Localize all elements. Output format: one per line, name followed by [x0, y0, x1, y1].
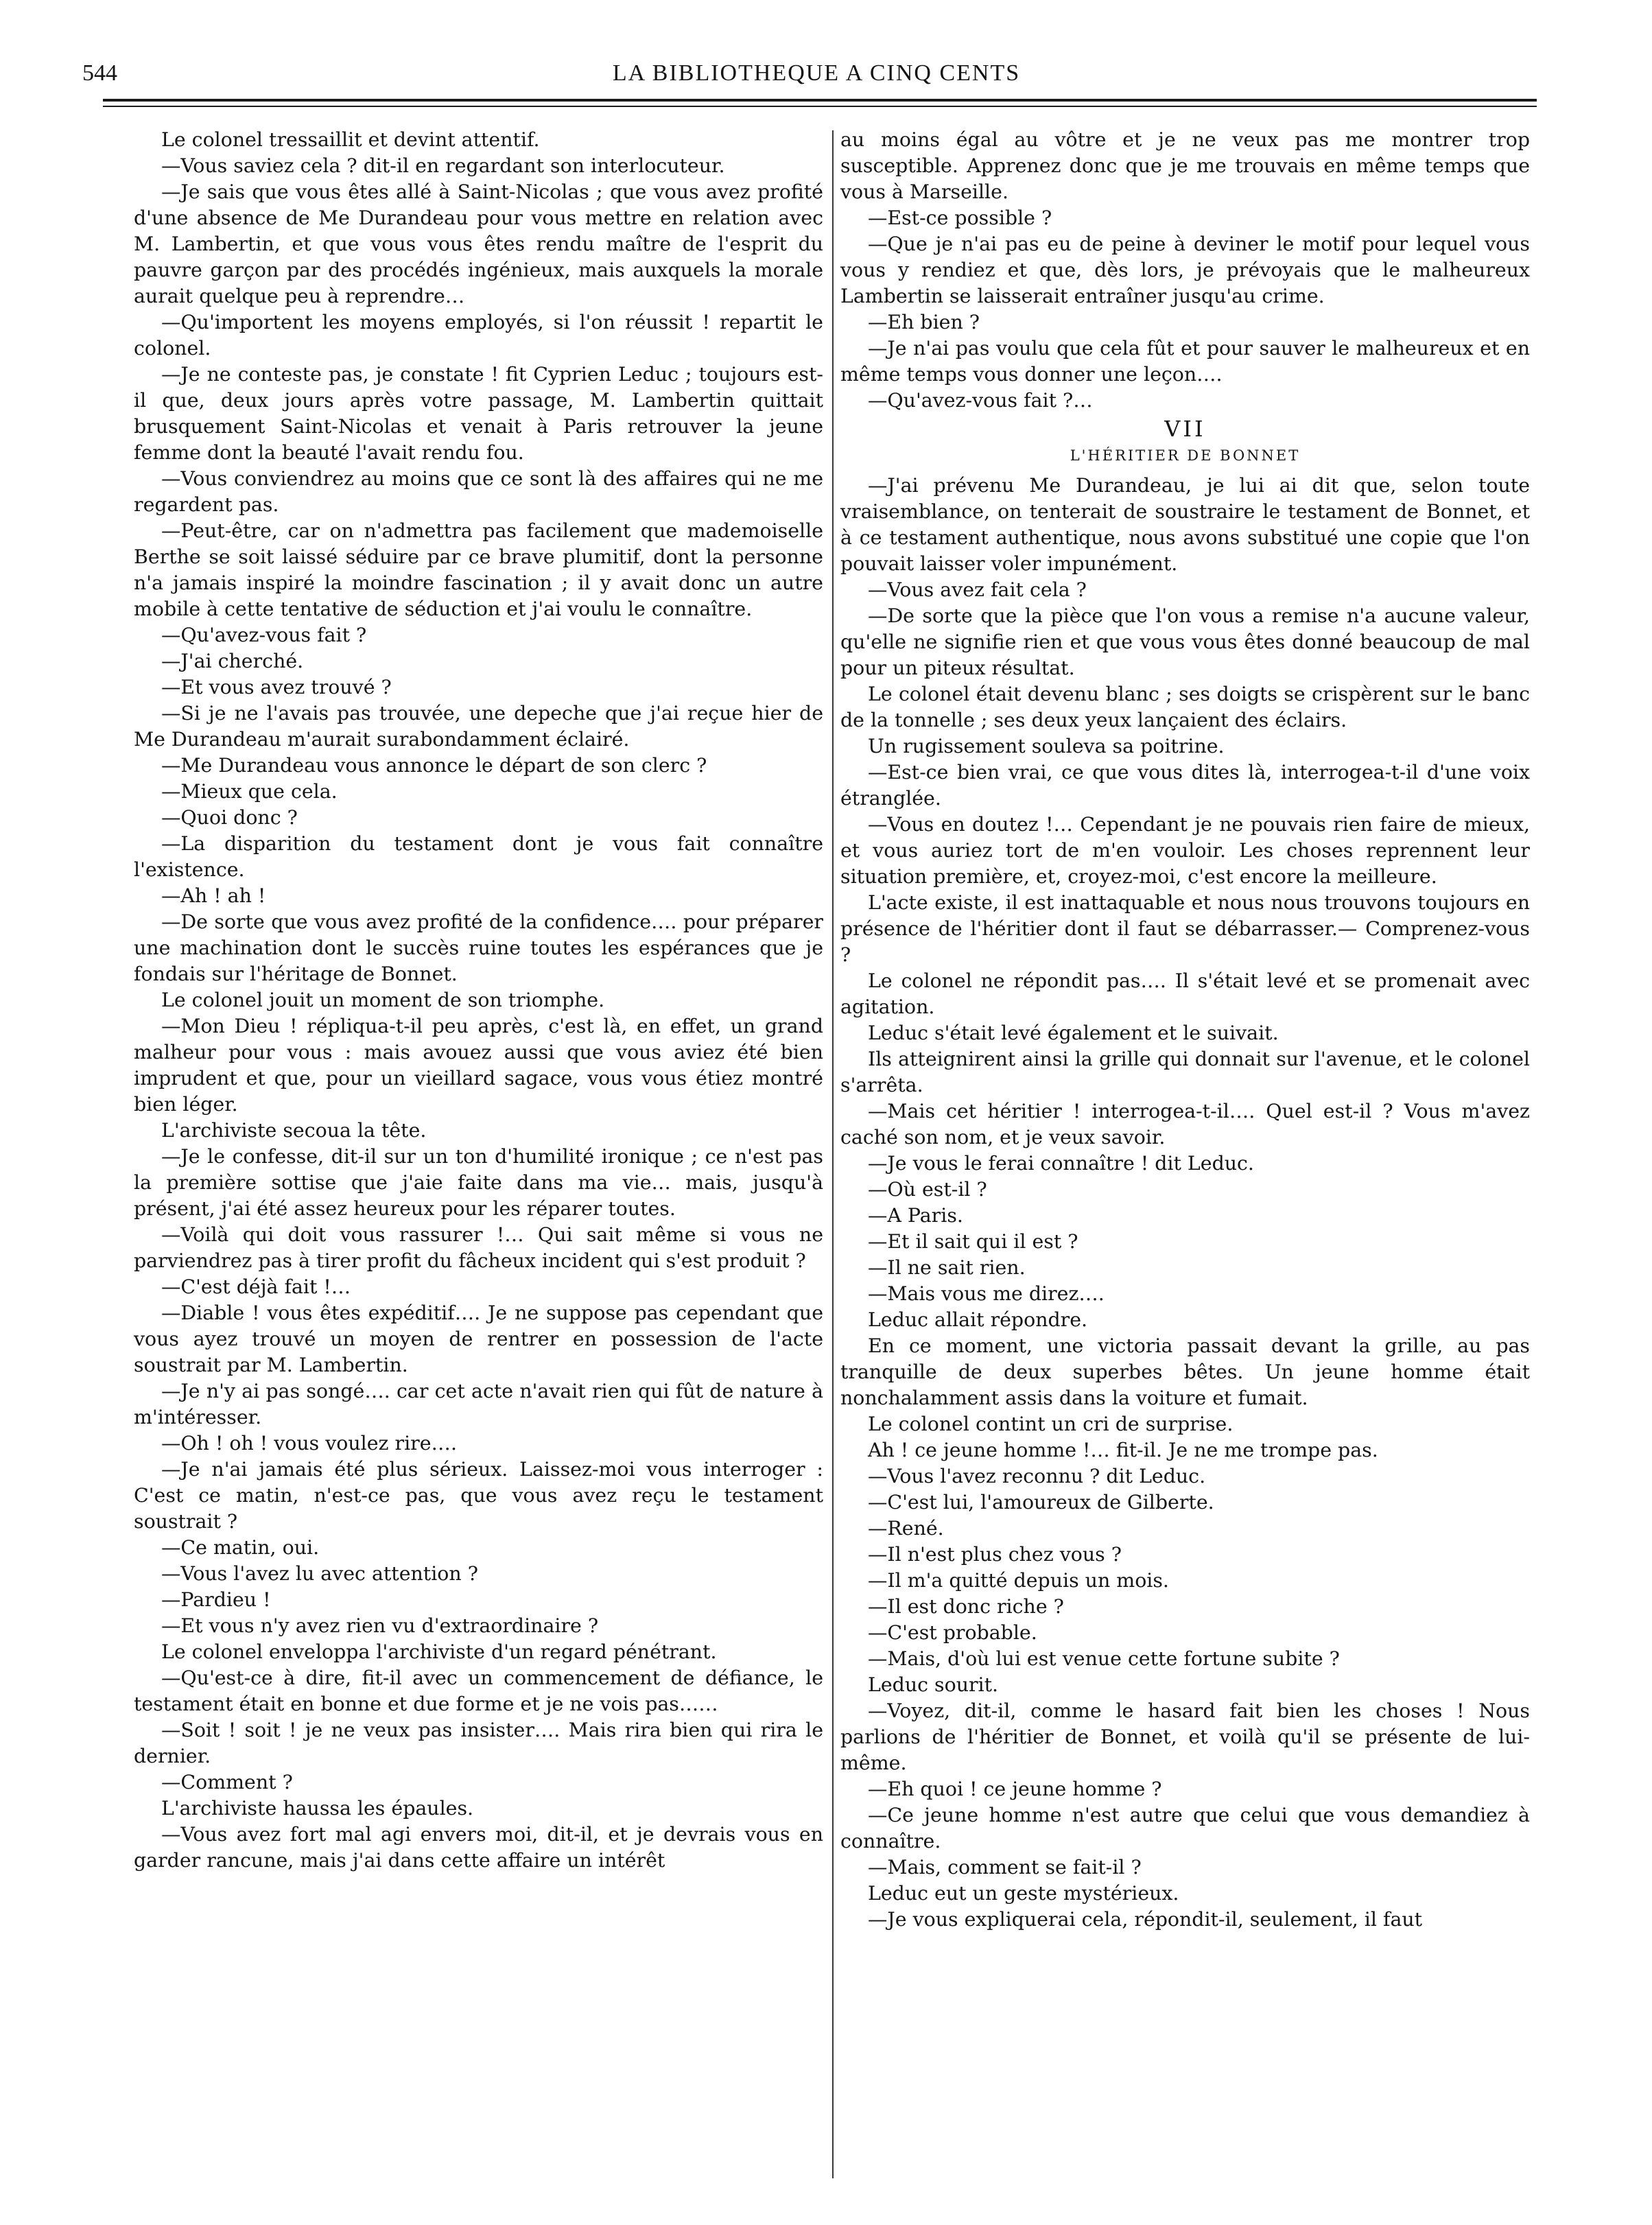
paragraph: —Oh ! oh ! vous voulez rire…. [161, 1432, 457, 1455]
paragraph: —Je sais que vous êtes allé à Saint-Nicolas ; que vous avez profité d'une absence de Me Durandeau pour vous mettre en relation avec M. Lambertin, et que vous vous êtes rendu maître de l'esprit du pauvre garçon par des procédés ingénieux, mais auxquels la morale aurait quelque peu à reprendre… [134, 180, 823, 307]
paragraph: Leduc s'était levé également et le suivait. [868, 1022, 1279, 1044]
paragraph: —Il n'est plus chez vous ? [868, 1543, 1122, 1566]
paragraph: —René. [868, 1517, 944, 1540]
paragraph: —Et vous avez trouvé ? [161, 676, 392, 698]
paragraph: —Mieux que cela. [161, 780, 338, 803]
paragraph: —Voilà qui doit vous rassurer !… Qui sait même si vous ne parviendrez pas à tirer profit du fâcheux incident qui s'est produit ? [134, 1223, 823, 1272]
paragraph: —Et vous n'y avez rien vu d'extraordinaire ? [161, 1614, 599, 1637]
paragraph: Le colonel tressaillit et devint attentif. [161, 128, 540, 151]
paragraph: —Est-ce bien vrai, ce que vous dites là, interrogea-t-il d'une voix étranglée. [840, 761, 1530, 810]
paragraph: —Est-ce possible ? [868, 207, 1052, 229]
paragraph: —Si je ne l'avais pas trouvée, une depeche que j'ai reçue hier de Me Durandeau m'aurait surabondamment éclairé. [134, 702, 823, 751]
paragraph: —C'est lui, l'amoureux de Gilberte. [868, 1491, 1214, 1514]
paragraph: —Je ne conteste pas, je constate ! fit Cyprien Leduc ; toujours est-il que, deux jours après votre passage, M. Lambertin quittait brusquement Saint-Nicolas et venait à Paris retrouver la jeune femme dont la beauté l'avait rendu fou. [134, 363, 823, 464]
paragraph: —Il m'a quitté depuis un mois. [868, 1569, 1169, 1592]
paragraph: —Mais, comment se fait-il ? [868, 1856, 1142, 1879]
paragraph: —C'est probable. [868, 1621, 1037, 1644]
paragraph: —Ce matin, oui. [161, 1536, 320, 1559]
right-column-top [840, 127, 1530, 414]
paragraph: L'archiviste haussa les épaules. [161, 1797, 474, 1820]
paragraph: L'acte existe, il est inattaquable et nous nous trouvons toujours en présence de l'héritier dont il faut se débarrasser.— Comprenez-vous ? [840, 891, 1530, 966]
paragraph: —Qu'importent les moyens employés, si l'on réussit ! repartit le colonel. [134, 311, 823, 360]
paragraph: —Mais vous me direz…. [868, 1282, 1105, 1305]
paragraph: —Il est donc riche ? [868, 1595, 1064, 1618]
paragraph: —Et il sait qui il est ? [868, 1230, 1078, 1253]
paragraph: —C'est déjà fait !… [161, 1275, 351, 1298]
paragraph: Le colonel jouit un moment de son triomphe. [161, 989, 605, 1011]
paragraph: —Pardieu ! [161, 1588, 271, 1611]
paragraph: —Vous avez fort mal agi envers moi, dit-il, et je devrais vous en garder rancune, mais j'ai dans cette affaire un intérêt [134, 1823, 823, 1872]
paragraph: —Qu'est-ce à dire, fit-il avec un commencement de défiance, le testament était en bonne et due forme et je ne vois pas…… [134, 1667, 823, 1715]
paragraph: —Mais cet héritier ! interrogea-t-il…. Quel est-il ? Vous m'avez caché son nom, et je veux savoir. [840, 1100, 1530, 1149]
paragraph: —Qu'avez-vous fait ?… [868, 389, 1093, 412]
paragraph: —Quoi donc ? [161, 806, 298, 829]
paragraph: En ce moment, une victoria passait devant la grille, au pas tranquille de deux superbes bêtes. Un jeune homme était nonchalamment assis dans la voiture et fumait. [840, 1334, 1530, 1409]
right-column-bottom [840, 473, 1530, 1933]
paragraph: —Vous conviendrez au moins que ce sont là des affaires qui ne me regardent pas. [134, 467, 823, 516]
paragraph: —Je vous expliquerai cela, répondit-il, seulement, il faut [868, 1908, 1423, 1931]
paragraph: —Je n'ai jamais été plus sérieux. Laissez-moi vous interroger : C'est ce matin, n'est-ce pas, que vous avez reçu le testament soustrait ? [134, 1458, 823, 1533]
paragraph: Un rugissement souleva sa poitrine. [868, 735, 1225, 757]
paragraph: —Peut-être, car on n'admettra pas facilement que mademoiselle Berthe se soit laissé séduire par ce brave plumitif, dont la personne n'a jamais inspiré la moindre fascination ; il y avait donc un autre mobile à cette tentative de séduction et j'ai voulu le connaître. [134, 519, 823, 620]
paragraph: —Je n'y ai pas songé…. car cet acte n'avait rien qui fût de nature à m'intéresser. [134, 1380, 823, 1428]
header-rule [103, 99, 1537, 102]
chapter-title: L'HÉRITIER DE BONNET [1070, 447, 1301, 464]
paragraph: —Soit ! soit ! je ne veux pas insister…. Mais rira bien qui rira le dernier. [134, 1719, 823, 1767]
paragraph: —Qu'avez-vous fait ? [161, 624, 367, 646]
left-column [134, 127, 823, 1874]
paragraph: —Mais, d'où lui est venue cette fortune subite ? [868, 1647, 1340, 1670]
paragraph: —J'ai prévenu Me Durandeau, je lui ai dit que, selon toute vraisemblance, on tenterait de soustraire le testament de Bonnet, et à ce testament authentique, nous avons substitué une copie que l'on pouvait laisser voler impunément. [840, 474, 1530, 575]
paragraph: Le colonel était devenu blanc ; ses doigts se crispèrent sur le banc de la tonnelle ; ses deux yeux lançaient des éclairs. [840, 683, 1530, 731]
running-title: LA BIBLIOTHEQUE A CINQ CENTS [612, 60, 1021, 86]
right-column [840, 127, 1530, 1933]
paragraph: —Me Durandeau vous annonce le départ de son clerc ? [161, 754, 707, 777]
paragraph: —Il ne sait rien. [868, 1256, 1026, 1279]
paragraph: —Vous l'avez reconnu ? dit Leduc. [868, 1465, 1206, 1487]
paragraph: —De sorte que vous avez profité de la confidence…. pour préparer une machination dont le succès ruine toutes les espérances que je fondais sur l'héritage de Bonnet. [134, 910, 823, 985]
paragraph: Leduc sourit. [868, 1673, 999, 1696]
paragraph: Le colonel ne répondit pas…. Il s'était levé et se promenait avec agitation. [840, 969, 1530, 1018]
paragraph: —J'ai cherché. [161, 650, 304, 672]
paragraph: Le colonel enveloppa l'archiviste d'un regard pénétrant. [161, 1640, 717, 1663]
column-divider [832, 130, 834, 2178]
paragraph: Le colonel contint un cri de surprise. [868, 1413, 1234, 1435]
paragraph: Leduc eut un geste mystérieux. [868, 1882, 1179, 1905]
paragraph: —Où est-il ? [868, 1178, 987, 1201]
paragraph: —A Paris. [868, 1204, 963, 1227]
paragraph: —Vous en doutez !… Cependant je ne pouvais rien faire de mieux, et vous auriez tort de m'en vouloir. Les choses reprennent leur situation première, et, croyez-moi, c'est encore la meilleure. [840, 813, 1530, 888]
paragraph: Leduc allait répondre. [868, 1308, 1088, 1331]
paragraph: —De sorte que la pièce que l'on vous a remise n'a aucune valeur, qu'elle ne signifie rien et que vous vous êtes donné beaucoup de mal pour un piteux résultat. [840, 604, 1530, 679]
paragraph: —Ce jeune homme n'est autre que celui que vous demandiez à connaître. [840, 1804, 1530, 1852]
paragraph: —Eh bien ? [868, 311, 980, 333]
paragraph: Ils atteignirent ainsi la grille qui donnait sur l'avenue, et le colonel s'arrêta. [840, 1048, 1530, 1096]
paragraph: —La disparition du testament dont je vous fait connaître l'existence. [134, 832, 823, 881]
paragraph: —Vous l'avez lu avec attention ? [161, 1562, 478, 1585]
chapter-number: VII [1164, 416, 1206, 442]
paragraph: —Vous saviez cela ? dit-il en regardant son interlocuteur. [161, 154, 725, 177]
paragraph: —Je le confesse, dit-il sur un ton d'humilité ironique ; ce n'est pas la première sottise que j'aie faite dans ma vie… mais, jusqu'à présent, j'ai été assez heureux pour les réparer toutes. [134, 1145, 823, 1220]
paragraph: —Voyez, dit-il, comme le hasard fait bien les choses ! Nous parlions de l'héritier de Bonnet, et voilà qu'il se présente de lui-même. [840, 1699, 1530, 1774]
paragraph: Ah ! ce jeune homme !… fit-il. Je ne me trompe pas. [868, 1439, 1378, 1461]
paragraph: au moins égal au vôtre et je ne veux pas me montrer trop susceptible. Apprenez donc que je me trouvais en même temps que vous à Marseille. [840, 128, 1530, 203]
paragraph: —Je vous le ferai connaître ! dit Leduc. [868, 1152, 1254, 1175]
paragraph: —Comment ? [161, 1771, 293, 1793]
page-header [82, 60, 1550, 95]
paragraph: —Diable ! vous êtes expéditif…. Je ne suppose pas cependant que vous ayez trouvé un moyen de rentrer en possession de l'acte soustrait par M. Lambertin. [134, 1302, 823, 1376]
paragraph: —Je n'ai pas voulu que cela fût et pour sauver le malheureux et en même temps vous donner une leçon…. [840, 337, 1530, 386]
paragraph: L'archiviste secoua la tête. [161, 1119, 427, 1142]
paragraph: —Mon Dieu ! répliqua-t-il peu après, c'est là, en effet, un grand malheur pour vous : mais avouez aussi que vous aviez été bien imprudent et que, pour un vieillard sagace, vous vous étiez montré bien léger. [134, 1015, 823, 1116]
paragraph: —Ah ! ah ! [161, 884, 266, 907]
paragraph: —Que je n'ai pas eu de peine à deviner le motif pour lequel vous vous y rendiez et que, dès lors, je prévoyais que le malheureux Lambertin se laisserait entraîner jusqu'au crime. [840, 233, 1530, 307]
paragraph: —Vous avez fait cela ? [868, 578, 1087, 601]
header-rule-thin [103, 106, 1537, 107]
paragraph: —Eh quoi ! ce jeune homme ? [868, 1778, 1162, 1800]
page-number: 544 [82, 60, 117, 86]
